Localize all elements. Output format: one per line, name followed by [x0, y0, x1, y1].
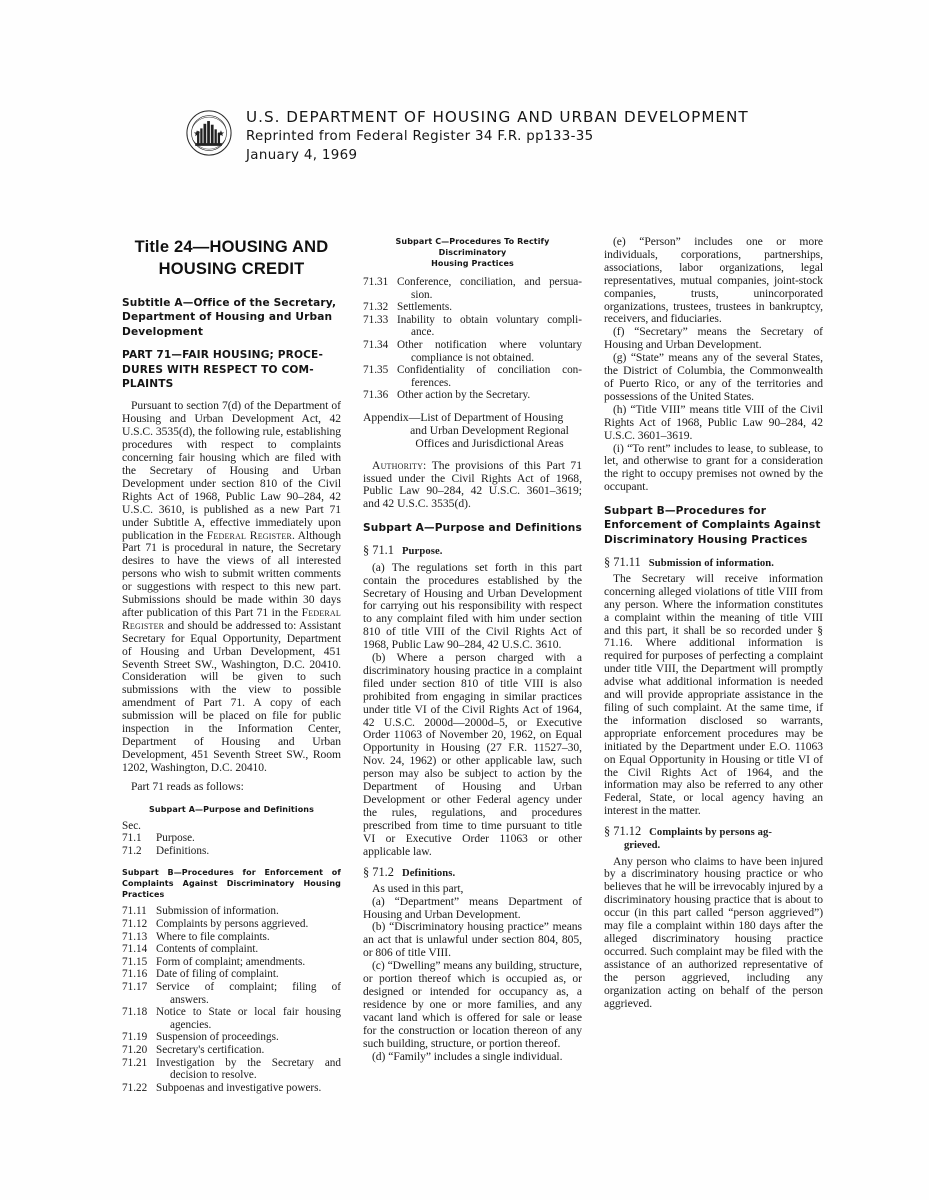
- toc-sec-label: Sec.: [122, 819, 141, 832]
- section-71-1-para-b: (b) Where a person charged with a discriminatory housing practice in a complaint filed under section 810 of title VIII is also prohibited from engaging in similar practices under title VI of the Civil Rights Act of 1964, 42 U.S.C. 2000d—2000d–5, or Executive Order 11063 of November 20, 1962, on Equal Opportunity in Housing (27 F.R. 11527–30, Nov. 24, 1962) or other applicable law, such person may also be subject to action by the Department of Housing and Urban Development or other Federal agency under the rules, regulations, and procedures prescribed from time to time pursuant to title VI or Executive Order 11063 or other applicable law.: [363, 651, 582, 858]
- appendix-line-1: Appendix—List of Department of Housing: [363, 410, 564, 424]
- masthead-line-3: January 4, 1969: [246, 148, 358, 163]
- definition-h: (h) “Title VIII” means title VIII of the Civil Rights Act of 1968, Public Law 90–284, 42 U.S.C. 3601–3619.: [604, 402, 823, 442]
- toc-number: 71.2: [122, 844, 142, 857]
- definition-g: (g) “State” means any of the several States, the District of Columbia, the Commonwealth of Puerto Rico, or any of the territories and possessions of the United States.: [604, 351, 823, 403]
- toc-text: Investigation by the Secretary and: [156, 1056, 341, 1069]
- toc-text-continued: answers.: [170, 993, 209, 1006]
- hud-department-seal-icon: [186, 110, 232, 156]
- page-title-line-2: HOUSING CREDIT: [158, 260, 305, 278]
- toc-text: Other notification where voluntary: [397, 338, 582, 351]
- toc-number: 71.14: [122, 943, 148, 956]
- toc-text: Contents of complaint.: [156, 943, 259, 956]
- toc-text-continued: ferences.: [411, 376, 452, 389]
- toc-text: Suspension of proceedings.: [156, 1031, 279, 1044]
- section-71-2-title: Definitions.: [401, 867, 456, 879]
- section-71-12-heading: [604, 825, 823, 852]
- toc-number: 71.15: [122, 955, 148, 968]
- definition-f: (f) “Secretary” means the Secretary of Housing and Urban Development.: [604, 325, 823, 352]
- list-item[interactable]: [122, 968, 341, 981]
- toc-text-continued: sion.: [411, 288, 433, 301]
- toc-number: 71.22: [122, 1081, 148, 1094]
- list-item[interactable]: [363, 389, 582, 402]
- toc-number: 71.18: [122, 1006, 148, 1019]
- definition-c: (c) “Dwelling” means any building, structure, or portion thereof which is occupied as, or designed or intended for occupancy as, a residence by one or more families, and any vacant land which is offered for sale or lease for the construction or location thereon of any such building, structure, or portion thereof.: [363, 959, 582, 1050]
- definition-e: (e) “Person” includes one or more individuals, corporations, partnerships, associations, labor organizations, legal representatives, mutual companies, joint-stock companies, trusts, unincorporated organizations, trustees, trustees in bankruptcy, receivers, and fiduciaries.: [604, 235, 823, 326]
- toc-number: 71.31: [363, 276, 389, 288]
- toc-number: 71.34: [363, 338, 389, 351]
- intro-para-seg3: and should be addressed to: Assistant Secretary for Equal Opportunity, Department of Housing and Urban Development, 451 Seventh Street SW., Washington, D.C. 20410. Consideration will be given to such submissions with the view to possible amendment of Part 71. A copy of each submission will be placed on file for public inspection in the Information Center, Department of Housing and Urban Development, 451 Seventh Street SW., Room 1202, Washington, D.C. 20410.: [122, 618, 341, 774]
- column-middle: [363, 236, 582, 1063]
- list-item[interactable]: [122, 832, 341, 845]
- page-title-line-1: Title 24—HOUSING AND: [134, 238, 329, 256]
- list-item[interactable]: [122, 905, 341, 918]
- section-71-1-heading: [363, 544, 582, 558]
- authority-text: The provisions of this Part 71 issued under the Civil Rights Act of 1968, Public Law 90–284, 42 U.S.C. 3601–3619; and 42 U.S.C. 3535(d).: [363, 458, 582, 511]
- section-71-11-number: § 71.11: [604, 554, 641, 569]
- part-71-heading: PART 71—FAIR HOUSING; PROCE-DURES WITH RESPECT TO COM-PLAINTS: [122, 349, 323, 391]
- section-71-12-title: Complaints by persons ag-: [649, 827, 773, 839]
- federal-register-mention-1: Federal Register: [206, 528, 292, 542]
- definition-a: (a) “Department” means Department of Housing and Urban Development.: [363, 894, 582, 921]
- toc-text: Subpoenas and investigative powers.: [156, 1081, 322, 1094]
- list-item[interactable]: [122, 1044, 341, 1057]
- list-item[interactable]: [122, 1031, 341, 1044]
- list-item[interactable]: [122, 1006, 341, 1031]
- section-71-11-heading: [604, 556, 823, 570]
- toc-number: 71.12: [122, 918, 148, 930]
- toc-number: 71.36: [363, 389, 389, 402]
- appendix-toc-entry[interactable]: [363, 412, 582, 451]
- list-item[interactable]: [122, 931, 341, 944]
- toc-number: 71.21: [122, 1056, 148, 1069]
- section-71-2-intro: As used in this part,: [372, 881, 464, 895]
- section-71-1-title: Purpose.: [401, 546, 443, 558]
- toc-heading-subpart-c: [363, 236, 582, 269]
- page-title: [122, 236, 341, 280]
- toc-text: Inability to obtain voluntary compli-: [397, 313, 582, 326]
- toc-heading-subpart-c-line-1: Subpart C—Procedures To Rectify Discriminatory: [395, 237, 550, 257]
- toc-number: 71.1: [122, 832, 142, 845]
- toc-heading-subpart-c-line-2: Housing Practices: [431, 259, 514, 268]
- definition-b: (b) “Discriminatory housing practice” means an act that is unlawful under section 804, 805, or 806 of title VIII.: [363, 920, 582, 960]
- toc-list-b: [122, 905, 341, 1094]
- list-item[interactable]: [363, 301, 582, 314]
- list-item[interactable]: [122, 956, 341, 969]
- subpart-a-heading: Subpart A—Purpose and Definitions: [363, 522, 582, 535]
- toc-text: Other action by the Secretary.: [397, 389, 531, 402]
- toc-text: Settlements.: [397, 301, 452, 314]
- toc-text-continued: ance.: [411, 326, 435, 339]
- column-right: [604, 236, 823, 1036]
- list-item[interactable]: [363, 364, 582, 389]
- appendix-line-2: and Urban Development Regional: [410, 423, 569, 437]
- toc-text: Definitions.: [156, 844, 210, 857]
- section-71-2-number: § 71.2: [363, 864, 394, 879]
- toc-number: 71.33: [363, 313, 389, 326]
- section-71-1-para-a: (a) The regulations set forth in this part contain the procedures established by the Secretary of Housing and Urban Development for carrying out his responsibility with respect to any complaint filed with him under section 810 of title VIII of the Civil Rights Act of 1968, Public Law 90–284, 42 U.S.C. 3610.: [363, 560, 582, 652]
- masthead-line-2: Reprinted from Federal Register 34 F.R. pp133-35: [246, 129, 594, 144]
- section-71-1-number: § 71.1: [363, 543, 394, 558]
- part-71-reads-line: Part 71 reads as follows:: [131, 779, 244, 793]
- federal-register-mention-2: Federal Register: [122, 605, 341, 632]
- list-item[interactable]: [122, 943, 341, 956]
- list-item[interactable]: [363, 339, 582, 364]
- list-item[interactable]: [363, 276, 582, 301]
- section-71-12-body: Any person who claims to have been injured by a discriminatory housing practice or who believes that he will be irrevocably injured by a discriminatory housing practice that is about to occur (in this part called “person aggrieved”) may file a complaint within 180 days after the alleged discriminatory housing practice occurred. Such complaint may be filed with the assistance of an authorized representative of the person aggrieved, including any organization acting on behalf of the person aggrieved.: [604, 854, 823, 1010]
- toc-subpart-a: [122, 820, 341, 858]
- toc-text: Confidentiality of conciliation con-: [397, 364, 582, 377]
- toc-number: 71.17: [122, 980, 148, 993]
- appendix-line-3: Offices and Jurisdictional Areas: [415, 436, 564, 450]
- intro-para-seg2: . Although Part 71 is procedural in nature, the Secretary desires to have the views of all interested persons who wish to submit written comments or suggestions with respect to this new part. Submissions should be made within 30 days after publication of this Part 71 in the: [122, 528, 341, 619]
- masthead-line-1: U.S. DEPARTMENT OF HOUSING AND URBAN DEVELOPMENT: [246, 108, 749, 126]
- toc-list-a: [122, 832, 341, 857]
- toc-heading-subpart-a: Subpart A—Purpose and Definitions: [149, 804, 314, 814]
- toc-number: 71.35: [363, 364, 389, 377]
- authority-label: Authority:: [372, 458, 427, 472]
- toc-number: 71.32: [363, 301, 389, 314]
- intro-para-seg1: Pursuant to section 7(d) of the Department of Housing and Urban Development Act, 42 U.S.C. 3535(d), the following rule, establishing procedures with respect to complaints concerning fair housing which are filed with the Secretary of Housing and Urban Development under section 810 of the Civil Rights Act of 1968, Public Law 90–284, 42 U.S.C. 3610, is published as a new Part 71 under Subtitle A, effective immediately upon publication in the: [122, 399, 341, 542]
- section-71-12-title-continued: grieved.: [624, 840, 661, 852]
- toc-text: Service of complaint; filing of: [156, 980, 341, 993]
- definition-d: (d) “Family” includes a single individual.: [372, 1049, 563, 1063]
- section-71-12-number: § 71.12: [604, 824, 642, 839]
- masthead: [186, 108, 806, 165]
- toc-heading-subpart-b: Subpart B—Procedures for Enforcement of Complaints Against Discriminatory Housing Practices: [122, 868, 341, 900]
- list-item[interactable]: [122, 1082, 341, 1095]
- list-item[interactable]: [122, 918, 341, 931]
- list-item[interactable]: [122, 981, 341, 1006]
- toc-number: 71.11: [122, 905, 147, 918]
- toc-text: Where to file complaints.: [156, 930, 270, 943]
- toc-text: Conference, conciliation, and persua-: [397, 276, 582, 288]
- toc-text: Submission of information.: [156, 905, 279, 918]
- list-item[interactable]: [363, 314, 582, 339]
- definition-i: (i) “To rent” includes to lease, to sublease, to let, and otherwise to grant for a consideration the right to occupy premises not owned by the occupant.: [604, 441, 823, 494]
- subtitle-a-heading: Subtitle A—Office of the Secretary, Department of Housing and Urban Development: [122, 297, 337, 338]
- toc-text-continued: compliance is not obtained.: [411, 351, 535, 364]
- toc-number: 71.13: [122, 930, 148, 943]
- toc-text-continued: agencies.: [170, 1018, 212, 1031]
- toc-number: 71.20: [122, 1043, 148, 1056]
- intro-paragraph: [122, 400, 341, 774]
- section-71-2-heading: [363, 866, 582, 880]
- three-column-body: [122, 235, 823, 1094]
- toc-text-continued: decision to resolve.: [170, 1069, 257, 1082]
- toc-text: Form of complaint; amendments.: [156, 955, 306, 968]
- toc-number: 71.19: [122, 1031, 148, 1044]
- toc-list-c: [363, 276, 582, 402]
- section-71-11-title: Submission of information.: [648, 557, 775, 569]
- list-item[interactable]: [122, 1057, 341, 1082]
- section-71-11-body: The Secretary will receive information concerning alleged violations of title VIII from any person. Where the information constitutes a complaint within the meaning of title VIII and this part, it shall be so recorded under § 71.16. Where additional information is required for purposes of perfecting a complaint under title VIII, the Department will promptly advise what additional information is needed and will provide appropriate assistance in the filing of such complaint. At the same time, if the information disclosed so warrants, appropriate enforcement procedures may be initiated by the Department under E.O. 11063 on Equal Opportunity in Housing or title VI of the Civil Rights Act of 1964, and the information may also be referred to any other Federal, State, or local agency having an interest in the matter.: [604, 571, 823, 818]
- list-item[interactable]: [122, 845, 341, 858]
- toc-text: Purpose.: [156, 832, 195, 845]
- toc-text: Date of filing of complaint.: [156, 968, 279, 981]
- column-left: [122, 236, 341, 1094]
- toc-text: Secretary's certification.: [156, 1043, 265, 1056]
- toc-number: 71.16: [122, 968, 148, 981]
- toc-text: Notice to State or local fair housing: [156, 1006, 341, 1019]
- authority-note: [363, 460, 582, 512]
- toc-text: Complaints by persons aggrieved.: [156, 918, 309, 930]
- subpart-b-heading: Subpart B—Procedures for Enforcement of Complaints Against Discriminatory Housing Practices: [604, 505, 821, 546]
